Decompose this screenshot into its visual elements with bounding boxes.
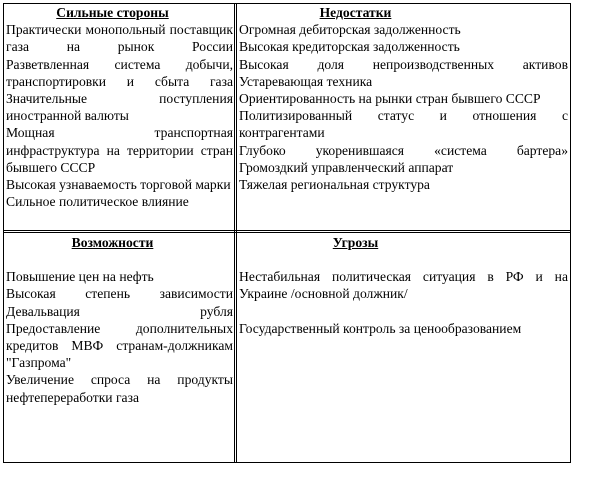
opportunities-list — [6, 268, 233, 406]
swot-table — [3, 3, 571, 463]
column-divider — [234, 4, 237, 462]
list-item: Глубоко укоренившаяся «система бартера» — [239, 142, 568, 158]
weaknesses-list — [239, 21, 568, 193]
list-item: Увеличение спроса на продукты нефтепереработки газа — [6, 372, 233, 405]
list-item: Высокая кредиторская задолженность — [239, 39, 460, 55]
list-item: Политизированный статус и отношения с контрагентами — [239, 108, 568, 141]
list-item: Практически монопольный поставщик газа на рынок России — [6, 22, 233, 55]
threats-list — [239, 268, 568, 337]
list-item: Огромная дебиторская задолженность — [239, 22, 461, 38]
opportunities-heading: Возможности — [71, 235, 154, 250]
list-item: Предоставление дополнительных кредитов МВФ странам-должникам "Газпрома" — [6, 320, 233, 371]
list-item: Тяжелая региональная структура — [239, 177, 430, 193]
strengths-cell — [4, 4, 235, 230]
list-item: Высокая узнаваемость торговой марки — [6, 177, 231, 193]
strengths-list — [6, 21, 233, 210]
list-item: Повышение цен на нефть — [6, 269, 154, 285]
list-item: Сильное политическое влияние — [6, 194, 189, 210]
list-item: Девальвация рубля — [6, 303, 233, 319]
list-item: Значительные поступления иностранной валюты — [6, 91, 233, 124]
list-item: Нестабильная политическая ситуация в РФ и на Украине /основной должник/ — [239, 269, 568, 302]
list-item: Высокая доля непроизводственных активов — [239, 56, 568, 72]
list-item: Государственный контроль за ценообразованием — [239, 320, 522, 336]
list-item: Разветвленная система добычи, транспортировки и сбыта газа — [6, 56, 233, 89]
row-divider — [4, 230, 570, 233]
list-item: Мощная транспортная инфраструктура на территории стран бывшего СССР — [6, 125, 233, 175]
list-item: Устаревающая техника — [239, 73, 373, 89]
weaknesses-heading: Недостатки — [319, 5, 392, 20]
weaknesses-cell — [237, 4, 570, 230]
threats-cell — [237, 233, 570, 462]
list-item: Высокая степень зависимости — [6, 286, 233, 302]
threats-heading: Угрозы — [332, 235, 379, 250]
opportunities-cell — [4, 233, 235, 462]
list-item: Ориентированность на рынки стран бывшего СССР — [239, 91, 541, 107]
list-item: Громоздкий управленческий аппарат — [239, 159, 454, 175]
strengths-heading: Сильные стороны — [56, 5, 169, 20]
